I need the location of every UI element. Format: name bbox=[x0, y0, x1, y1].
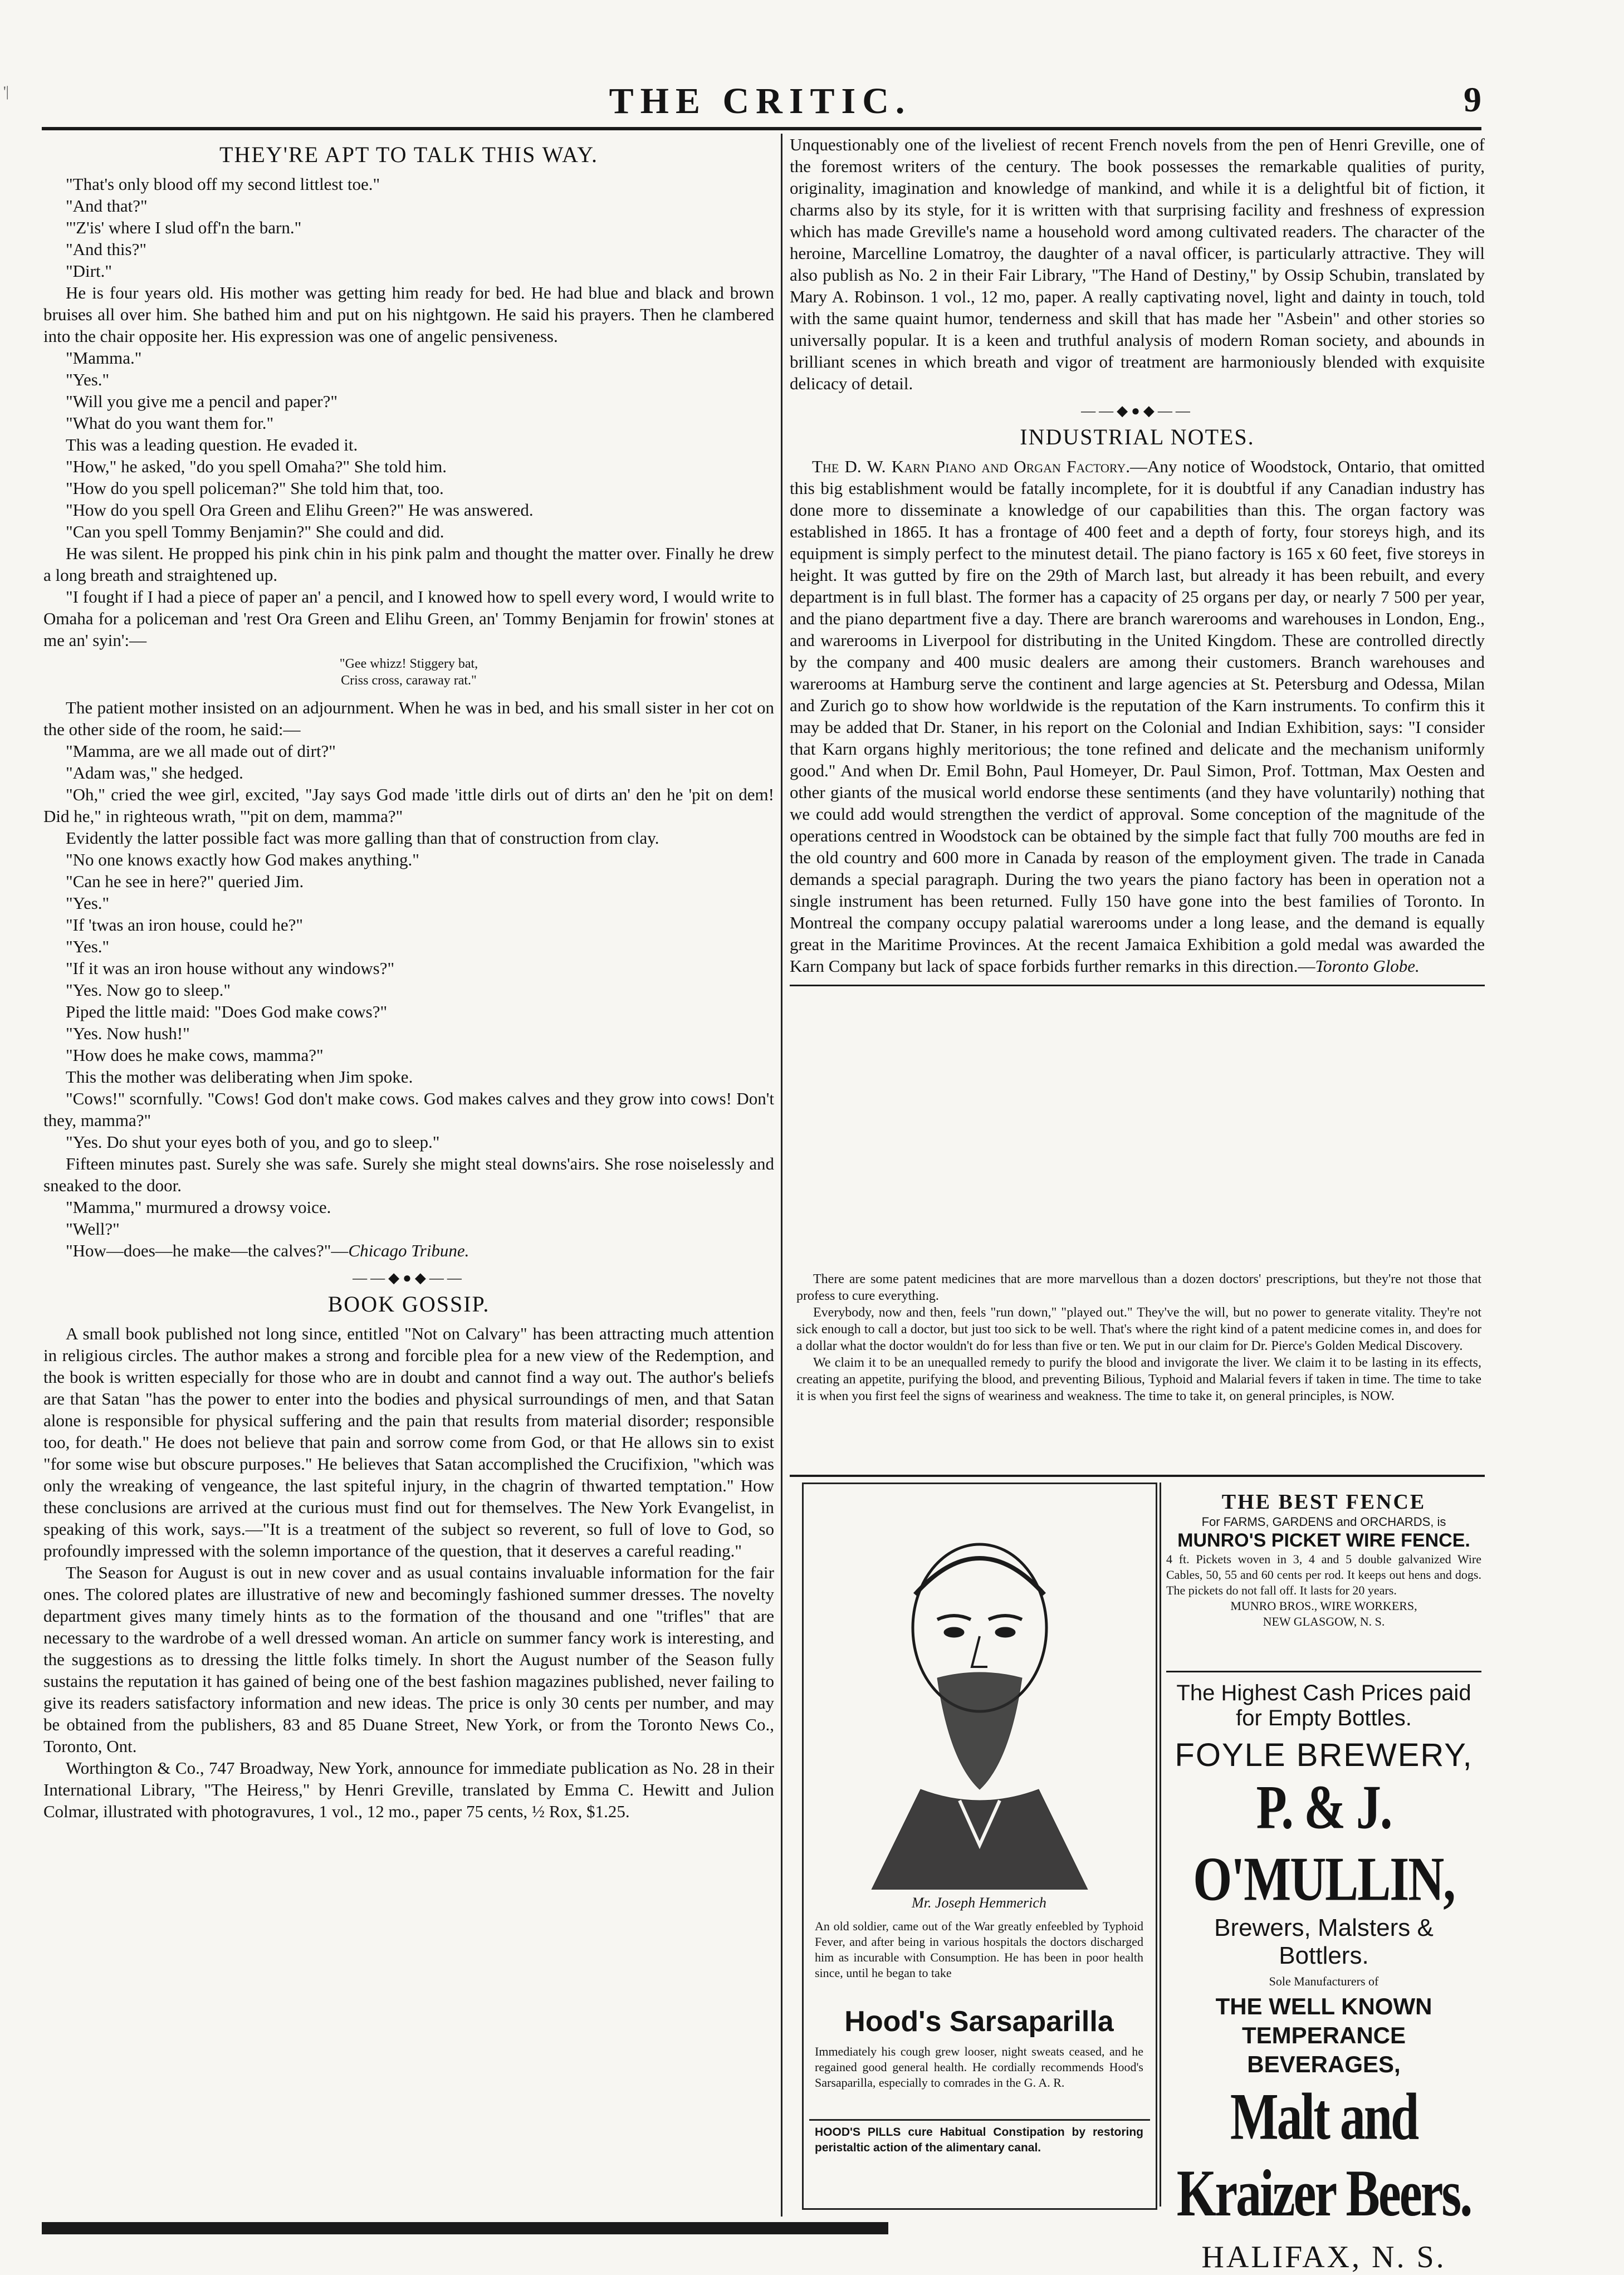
paragraph: "Adam was," she hedged. bbox=[66, 763, 243, 782]
paragraph: "Will you give me a pencil and paper?" bbox=[66, 392, 338, 411]
paragraph: "And this?" bbox=[66, 239, 146, 259]
paragraph: "That's only blood off my second littlest toe." bbox=[66, 174, 380, 194]
ads-divider bbox=[1160, 1483, 1161, 2206]
story-source: Chicago Tribune. bbox=[348, 1241, 469, 1260]
hoods-brand: Hood's Sarsaparilla bbox=[844, 2005, 1114, 2038]
medicine-notice bbox=[796, 1271, 1481, 1405]
paragraph: The Season for August is out in new cover and as usual contains invaluable information for the fair ones. The colored plates are illustrative of new and becomingly fashioned summer dresses. The novelty department gives many timely hints as to the formation of the thousand and one "trifles" that are necessary to the wardrobe of a well dressed woman. An article on summer fancy work is interesting, and the suggestions as to dressing the little folks timely. In short the August number of the Season fully sustains the reputation it has gained of being one of the best fashion magazines published, never failing to give its readers satisfactory information and new ideas. The price is only 30 cents per number, and may be obtained from the publishers, 83 and 85 Duane Street, New York, or from the Toronto News Co., Toronto, Ont. bbox=[43, 1563, 775, 1756]
industrial-title: INDUSTRIAL NOTES. bbox=[1020, 424, 1255, 449]
notice-rule bbox=[790, 985, 1485, 986]
notice-paragraph: Everybody, now and then, feels "run down," "played out." They've the will, but no power to generate vitality. They're not sick enough to call a doctor, but just too sick to be well. That's where the right kind of a patent medicine comes in, and does for a dollar what the doctor wouldn't do for less than five or ten. We put in our claim for Dr. Pierce's Golden Medical Discovery. bbox=[796, 1305, 1481, 1353]
paragraph: He is four years old. His mother was getting him ready for bed. He had blue and black and brown bruises all over him. She bathed him and put on his nightgown. He said his prayers. Then he clambered into the chair opposite her. His expression was one of angelic pensiveness. bbox=[43, 283, 774, 346]
section-ornament: ——◆●◆—— bbox=[353, 1270, 465, 1286]
ad-separator bbox=[1166, 1671, 1481, 1672]
fence-place: NEW GLASGOW, N. S. bbox=[1263, 1614, 1385, 1628]
industrial-body bbox=[790, 456, 1485, 977]
brewery-cash-line: The Highest Cash Prices paid for Empty Bottles. bbox=[1176, 1681, 1471, 1730]
fence-maker: MUNRO BROS., WIRE WORKERS, bbox=[1230, 1599, 1417, 1613]
paragraph: Evidently the latter possible fact was more galling than that of construction from clay. bbox=[66, 828, 659, 848]
brewery-owner: P. & J. O'MULLIN, bbox=[1193, 1773, 1455, 1914]
fence-name: MUNRO'S PICKET WIRE FENCE. bbox=[1177, 1530, 1470, 1551]
brewery-sole: Sole Manufacturers of bbox=[1269, 1974, 1379, 1988]
paragraph: "And that?" bbox=[66, 196, 148, 216]
paragraph: "Dirt." bbox=[66, 261, 112, 281]
story-end: "How—does—he make—the calves?"— bbox=[66, 1241, 349, 1260]
paragraph: "Cows!" scornfully. "Cows! God don't make cows. God makes calves and they grow into cows! Don't they, mamma?" bbox=[43, 1089, 774, 1130]
paragraph: This was a leading question. He evaded it. bbox=[66, 435, 358, 454]
paragraph: Worthington & Co., 747 Broadway, New York, announce for immediate publication as No. 28 in their International Library, "The Heiress," by Henri Greville, translated by Emma C. Hewitt and Julion Colmar, illustrated with photogravures, 1 vol., 12 mo., paper 75 cents, ½ Rox, $1.25. bbox=[43, 1758, 774, 1821]
paragraph: "Mamma." bbox=[66, 348, 142, 368]
paragraph: "What do you want them for." bbox=[66, 413, 274, 433]
story-body bbox=[43, 173, 774, 651]
paragraph: "If it was an iron house without any windows?" bbox=[66, 958, 395, 978]
paragraph: Fifteen minutes past. Surely she was safe. Surely she might steal downs'airs. She rose noiselessly and sneaked to the door. bbox=[43, 1154, 774, 1195]
margin-mark: '| bbox=[3, 84, 9, 100]
story-verse bbox=[43, 655, 774, 689]
verse-line: "Gee whizz! Stiggery bat, bbox=[339, 657, 478, 671]
ads-top-rule bbox=[790, 1475, 1485, 1477]
paragraph: "Yes." bbox=[66, 937, 110, 956]
page-number: 9 bbox=[1464, 80, 1481, 119]
fence-title: THE BEST FENCE bbox=[1221, 1490, 1426, 1514]
paragraph: "Yes." bbox=[66, 370, 110, 389]
paragraph: "How," he asked, "do you spell Omaha?" She told him. bbox=[66, 457, 447, 476]
story-body-continued bbox=[43, 697, 774, 1240]
portrait-engraving bbox=[826, 1500, 1133, 1890]
brewery-city: HALIFAX, N. S. bbox=[1201, 2240, 1446, 2274]
brewery-ad bbox=[1166, 1681, 1481, 2275]
paragraph: Piped the little maid: "Does God make cows?" bbox=[66, 1002, 388, 1021]
fence-ad bbox=[1166, 1490, 1481, 1630]
gossip-body bbox=[43, 1323, 774, 1822]
brewery-trade: Brewers, Malsters & Bottlers. bbox=[1214, 1914, 1434, 1969]
brewery-beers: Malt and Kraizer Beers. bbox=[1176, 2079, 1471, 2230]
paragraph: "How does he make cows, mamma?" bbox=[66, 1045, 324, 1065]
paragraph: He was silent. He propped his pink chin in his pink palm and thought the matter over. Finally he drew a long breath and straightened up. bbox=[43, 544, 774, 585]
right-column bbox=[790, 134, 1485, 992]
column-divider bbox=[781, 134, 782, 2217]
paragraph: "No one knows exactly how God makes anything." bbox=[66, 850, 419, 869]
publication-title: THE CRITIC. bbox=[609, 81, 912, 121]
running-header bbox=[39, 71, 1481, 125]
fence-subtitle: For FARMS, GARDENS and ORCHARDS, is bbox=[1201, 1515, 1446, 1529]
story-closing bbox=[43, 1240, 774, 1261]
left-column bbox=[43, 139, 774, 1822]
hoods-sarsaparilla-ad bbox=[802, 1483, 1157, 2210]
section-ornament: ——◆●◆—— bbox=[1081, 403, 1193, 419]
paragraph: "Oh," cried the wee girl, excited, "Jay says God made 'ittle dirls out of dirts an' den he 'pit on dem! Did he," in righteous wrath, "'pit on dem, mamma?" bbox=[43, 785, 774, 826]
paragraph: "Mamma," murmured a drowsy voice. bbox=[66, 1197, 331, 1217]
paragraph: "'Z'is' where I slud off'n the barn." bbox=[66, 218, 302, 237]
verse-line: Criss cross, caraway rat." bbox=[341, 673, 477, 688]
paragraph: "Well?" bbox=[66, 1219, 120, 1239]
paragraph: "How do you spell Ora Green and Elihu Green?" He was answered. bbox=[66, 500, 534, 520]
paragraph: "Yes. Now go to sleep." bbox=[66, 980, 231, 1000]
paragraph: This the mother was deliberating when Jim spoke. bbox=[66, 1067, 413, 1087]
portrait-caption: Mr. Joseph Hemmerich bbox=[912, 1895, 1046, 1911]
ad-rule bbox=[809, 2119, 1150, 2121]
story-title: THEY'RE APT TO TALK THIS WAY. bbox=[219, 142, 598, 167]
notice-paragraph: We claim it to be an unequalled remedy to purify the blood and invigorate the liver. We claim it to be lasting in its effects, creating an appetite, purifying the blood, and preventing Bilious, Typhoid and Malarial fevers if taken in time. The time to take it is when you first feel the signs of weariness and weakness. The time to take it, on general principles, is NOW. bbox=[796, 1356, 1481, 1403]
hoods-pills-footer: HOOD'S PILLS cure Habitual Constipation by restoring peristaltic action of the alimentary canal. bbox=[815, 2126, 1143, 2154]
paragraph: "Yes." bbox=[66, 893, 110, 913]
paragraph: "Can you spell Tommy Benjamin?" She could and did. bbox=[66, 522, 444, 541]
paragraph: "I fought if I had a piece of paper an' a pencil, and I knowed how to spell every word, I would write to Omaha for a policeman and 'rest Ora Green and Elihu Green, an' Tommy Benjamin for frowin' stones at me an' syin':— bbox=[43, 587, 774, 650]
paragraph: "If 'twas an iron house, could he?" bbox=[66, 915, 304, 935]
paragraph: "How do you spell policeman?" She told him that, too. bbox=[66, 478, 444, 498]
industrial-lead: The D. W. Karn Piano and Organ Factory. bbox=[812, 457, 1131, 476]
paragraph: "Mamma, are we all made out of dirt?" bbox=[66, 741, 336, 761]
paragraph: The patient mother insisted on an adjournment. When he was in bed, and his small sister in her cot on the other side of the room, he said:— bbox=[43, 698, 774, 739]
header-rule bbox=[42, 127, 1481, 130]
testimonial-text-2: Immediately his cough grew looser, night sweats ceased, and he regained good general health. He cordially recommends Hood's Sarsaparilla, especially to comrades in the G. A. R. bbox=[815, 2044, 1143, 2090]
paragraph: "Yes. Do shut your eyes both of you, and go to sleep." bbox=[66, 1132, 440, 1152]
paragraph: "Can he see in here?" queried Jim. bbox=[66, 872, 304, 891]
notice-paragraph: There are some patent medicines that are more marvellous than a dozen doctors' prescriptions, but they're not those that profess to cure everything. bbox=[796, 1272, 1481, 1303]
testimonial-text: An old soldier, came out of the War greatly enfeebled by Typhoid Fever, and after being in various hospitals the doctors discharged him as incurable with Consumption. He has been in poor health since, until he began to take bbox=[815, 1919, 1143, 1980]
industrial-text: —Any notice of Woodstock, Ontario, that omitted this big establishment would be fatally incomplete, for it is doubtful if any Canadian industry has done more to disseminate a knowledge of our capabilities than this. The organ factory was established in 1865. It has a frontage of 400 feet and a depth of forty, four storeys high, and its equipment is simply perfect to the minutest detail. The piano factory is 165 x 60 feet, five storeys in height. It was gutted by fire on the 29th of March last, but already it has been rebuilt, and every department is in full blast. The former has a capacity of 25 organs per day, or nearly 7 500 per year, and the piano department five a day. There are branch warerooms and warehouses in London, Eng., and warerooms in Liverpool for distributing in the United Kingdom. These are controlled directly by the company and 400 music dealers are among their customers. Branch warehouses and warerooms at Hamburg serve the continent and large agencies at St. Petersburg and Odessa, Milan and Zurich go to show how worldwide is the reputation of the Karn instruments. To confirm this it may be added that Dr. Staner, in his report on the Colonial and Indian Exhibition, says: "I consider that Karn organs highly meritorious; the tone refined and delicate and the mechanism uniformly good." And when Dr. Emil Bohn, Paul Homeyer, Dr. Paul Simon, Prof. Tottman, Max Oesten and other giants of the musical world endorse these sentiments (and they have voluntarily) nothing that we could add would strengthen the verdict of approval. Some conception of the magnitude of the operations centred in Woodstock can be obtained by the simple fact that fully 700 mouths are fed in the old country and 600 more in Canada by reason of the employment given. The trade in Canada demands a special paragraph. During the two years the piano factory has been in operation not a single instrument has been returned. Fully 150 have gone into the best families of Toronto. In Montreal the company occupy palatial warerooms under a long lease, and the demand is equally great in the Maritime Provinces. At the recent Jamaica Exhibition a gold medal was awarded the Karn Company but lack of space forbids further remarks in this direction.— bbox=[790, 457, 1485, 976]
brewery-beverages: THE WELL KNOWN TEMPERANCE BEVERAGES, bbox=[1215, 1993, 1432, 2077]
industrial-source: Toronto Globe. bbox=[1315, 956, 1420, 976]
novel-review: Unquestionably one of the liveliest of recent French novels from the pen of Henri Greville, one of the foremost writers of the century. The book possesses the remarkable qualities of purity, originality, imagination and knowledge of mankind, and while it is a delightful bit of fiction, it charms also by its style, for it is written with that surprising facility and freshness of expression which has made Greville's name a household word among cultivated readers. The character of the heroine, Marcelline Lomatroy, the daughter of a naval officer, is particularly attractive. They will also publish as No. 2 in their Fair Library, "The Hand of Destiny," by Ossip Schubin, translated by Mary A. Robinson. 1 vol., 12 mo, paper. A really captivating novel, light and dainty in touch, told with the same quaint humor, tenderness and skill that has made her "Asbein" and other stories so universally popular. It is a keen and truthful analysis of modern Roman society, and abounds in brilliant scenes in which breath and vigor of treatment are harmoniously blended with exquisite delicacy of detail. bbox=[790, 135, 1485, 393]
paragraph: A small book published not long since, entitled "Not on Calvary" has been attracting much attention in religious circles. The author makes a strong and forcible plea for a new view of the Redemption, and the book is written especially for those who are in doubt and cannot find a way out. The author's beliefs are that Satan "has the power to enter into the bodies and physical surroundings of men, and that Satan alone is responsible for physical suffering and the pain that results from material disorder; responsible too, for death." He does not believe that pain and sorrow come from God, or that He allows sin to exist "for some wise but obscure purposes." He believes that Satan accomplished the Crucifixion, "which was only the wreaking of vengeance, the last spiteful injury, in the chagrin of thwarted temptation." How these conclusions are arrived at the curious must find out for themselves. The New York Evangelist, in speaking of this work, says.—"It is a treatment of the subject so reverent, so full of love to God, so profoundly impressed with the solemn importance of the question, that it deserves a careful reading." bbox=[43, 1324, 774, 1560]
fence-body: 4 ft. Pickets woven in 3, 4 and 5 double galvanized Wire Cables, 50, 55 and 60 cents per rod. It keeps out hens and dogs. The pickets do not fall off. It lasts for 20 years. bbox=[1166, 1552, 1481, 1597]
brewery-name: FOYLE BREWERY, bbox=[1175, 1737, 1473, 1773]
page-bottom-bar bbox=[42, 2222, 888, 2234]
gossip-title: BOOK GOSSIP. bbox=[327, 1291, 490, 1317]
paragraph: "Yes. Now hush!" bbox=[66, 1024, 190, 1043]
